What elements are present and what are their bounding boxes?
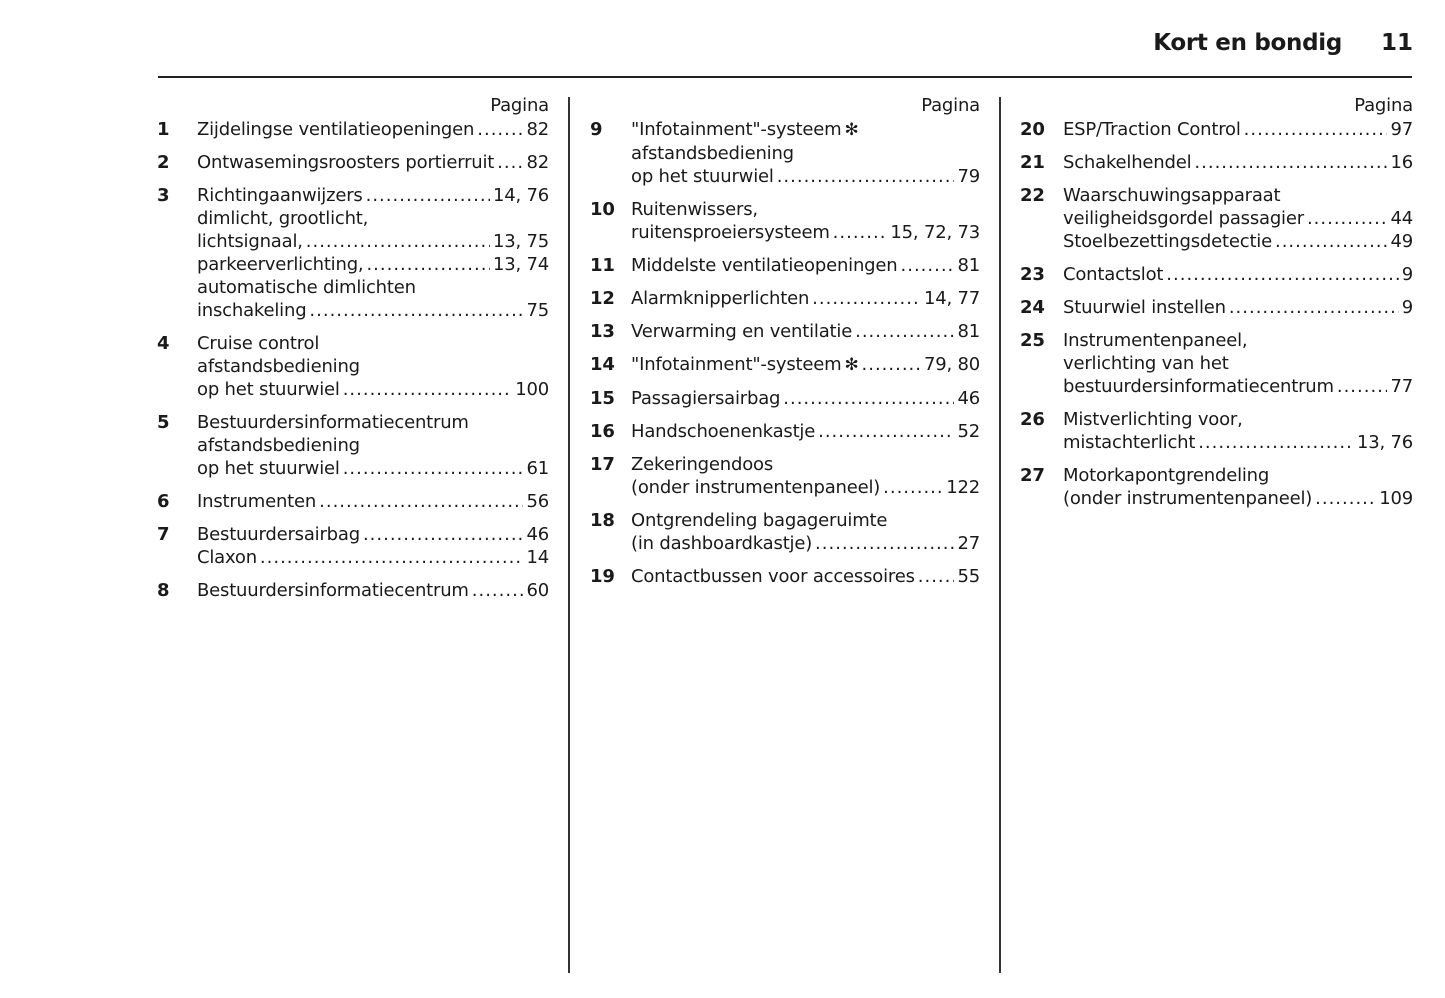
pagina-heading: Pagina bbox=[1354, 95, 1413, 116]
entry-text: Ruitenwissers, bbox=[631, 199, 758, 220]
entry-text: Schakelhendel bbox=[1063, 152, 1192, 173]
index-column-3 bbox=[1020, 94, 1413, 520]
page-reference: 97 bbox=[1390, 119, 1413, 140]
entry-text: mistachterlicht bbox=[1063, 432, 1196, 453]
page-reference: 46 bbox=[526, 524, 549, 545]
index-entry bbox=[1020, 296, 1413, 319]
entry-number: 7 bbox=[157, 524, 170, 545]
entry-text: (onder instrumentenpaneel) bbox=[631, 477, 881, 498]
entry-line bbox=[197, 457, 549, 480]
entry-text: Motorkapontgrendeling bbox=[1063, 465, 1270, 486]
dot-leader bbox=[472, 579, 524, 602]
entry-text: ruitensproeiersysteem bbox=[631, 222, 830, 243]
entry-line bbox=[631, 353, 980, 377]
dot-leader bbox=[1244, 118, 1388, 141]
entry-line bbox=[197, 151, 549, 174]
entry-line bbox=[631, 118, 980, 142]
index-entry bbox=[590, 198, 980, 244]
entry-line bbox=[1063, 487, 1413, 510]
entry-line bbox=[631, 198, 980, 221]
entry-text: Bestuurdersinformatiecentrum bbox=[197, 412, 469, 433]
entry-text: Zijdelingse ventilatieopeningen bbox=[197, 119, 475, 140]
dot-leader bbox=[343, 457, 524, 480]
index-entry bbox=[590, 565, 980, 588]
dot-leader bbox=[477, 118, 523, 141]
entry-line bbox=[1063, 151, 1413, 174]
page-reference: 13, 76 bbox=[1356, 432, 1413, 453]
dot-leader bbox=[818, 420, 954, 443]
entry-text: Stuurwiel instellen bbox=[1063, 297, 1226, 318]
index-entry bbox=[590, 287, 980, 310]
dot-leader bbox=[306, 230, 490, 253]
page-reference: 82 bbox=[526, 119, 549, 140]
entry-number: 18 bbox=[590, 510, 615, 531]
entry-text: verlichting van het bbox=[1063, 353, 1229, 374]
dot-leader bbox=[260, 546, 524, 569]
entry-text: Mistverlichting voor, bbox=[1063, 409, 1243, 430]
entry-line bbox=[197, 184, 549, 207]
entry-text: "Infotainment"-systeem bbox=[631, 119, 842, 140]
entry-text: afstandsbediening bbox=[631, 143, 794, 164]
page-reference: 14 bbox=[526, 547, 549, 568]
entry-text: Alarmknipperlichten bbox=[631, 288, 810, 309]
index-entry bbox=[590, 509, 980, 555]
dot-leader bbox=[783, 387, 954, 410]
page-reference: 55 bbox=[957, 566, 980, 587]
index-entry bbox=[1020, 464, 1413, 510]
page-reference: 52 bbox=[957, 421, 980, 442]
page-reference: 46 bbox=[957, 388, 980, 409]
entry-text: dimlicht, grootlicht, bbox=[197, 208, 369, 229]
entry-text: Ontgrendeling bagageruimte bbox=[631, 510, 888, 531]
dot-leader bbox=[812, 287, 921, 310]
entry-text: automatische dimlichten bbox=[197, 277, 416, 298]
entry-text: veiligheidsgordel passagier bbox=[1063, 208, 1304, 229]
dot-leader bbox=[319, 490, 523, 513]
page-reference: 100 bbox=[515, 379, 549, 400]
entry-number: 3 bbox=[157, 185, 170, 206]
page-reference: 9 bbox=[1401, 297, 1413, 318]
dot-leader bbox=[855, 320, 954, 343]
entry-text: Richtingaanwijzers bbox=[197, 185, 363, 206]
page-reference: 14, 77 bbox=[923, 288, 980, 309]
page-reference: 81 bbox=[957, 321, 980, 342]
entry-line bbox=[197, 378, 549, 401]
entry-line bbox=[631, 509, 980, 532]
entry-number: 6 bbox=[157, 491, 170, 512]
entry-line bbox=[631, 565, 980, 588]
entry-number: 12 bbox=[590, 288, 615, 309]
dot-leader bbox=[862, 353, 921, 376]
dot-leader bbox=[1198, 431, 1354, 454]
entry-line bbox=[1063, 329, 1413, 352]
entry-text: op het stuurwiel bbox=[197, 458, 340, 479]
entry-text: op het stuurwiel bbox=[631, 166, 774, 187]
entry-number: 19 bbox=[590, 566, 615, 587]
page-reference: 82 bbox=[526, 152, 549, 173]
entry-line bbox=[1063, 118, 1413, 141]
index-column-1 bbox=[157, 94, 549, 612]
entry-line bbox=[197, 523, 549, 546]
entry-text: Contactbussen voor accessoires bbox=[631, 566, 915, 587]
column-divider bbox=[568, 97, 570, 973]
dot-leader bbox=[777, 165, 955, 188]
column-divider bbox=[999, 97, 1001, 973]
index-entry bbox=[1020, 118, 1413, 141]
entry-number: 17 bbox=[590, 454, 615, 475]
entry-text: Bestuurdersinformatiecentrum bbox=[197, 580, 469, 601]
entry-line bbox=[1063, 296, 1413, 319]
entry-line bbox=[197, 230, 549, 253]
entry-number: 13 bbox=[590, 321, 615, 342]
entry-number: 2 bbox=[157, 152, 170, 173]
entry-number: 21 bbox=[1020, 152, 1045, 173]
entry-line bbox=[1063, 375, 1413, 398]
page-reference: 109 bbox=[1379, 488, 1413, 509]
dot-leader bbox=[1194, 151, 1387, 174]
entry-line bbox=[631, 420, 980, 443]
entry-text: "Infotainment"-systeem bbox=[631, 354, 842, 375]
dot-leader bbox=[363, 523, 524, 546]
page-reference: 14, 76 bbox=[492, 185, 549, 206]
dot-leader bbox=[1315, 487, 1376, 510]
entry-line bbox=[197, 546, 549, 569]
entry-line bbox=[197, 299, 549, 322]
entry-number: 25 bbox=[1020, 330, 1045, 351]
entry-text: (in dashboardkastje) bbox=[631, 533, 813, 554]
index-entry bbox=[590, 254, 980, 277]
entry-number: 27 bbox=[1020, 465, 1045, 486]
entry-text: parkeerverlichting, bbox=[197, 254, 364, 275]
page-reference: 60 bbox=[526, 580, 549, 601]
entry-line bbox=[631, 165, 980, 188]
entry-line bbox=[1063, 184, 1413, 207]
entry-line bbox=[197, 207, 549, 230]
index-entry bbox=[157, 490, 549, 513]
dot-leader bbox=[833, 221, 888, 244]
entry-line bbox=[1063, 464, 1413, 487]
index-entry bbox=[157, 579, 549, 602]
entry-number: 4 bbox=[157, 333, 170, 354]
index-entry bbox=[157, 411, 549, 480]
index-entry bbox=[1020, 329, 1413, 398]
index-column-2 bbox=[590, 94, 980, 598]
page-reference: 79, 80 bbox=[923, 354, 980, 375]
entry-line bbox=[1063, 408, 1413, 431]
dot-leader bbox=[1166, 263, 1398, 286]
entry-line bbox=[197, 579, 549, 602]
dot-leader bbox=[1229, 296, 1399, 319]
page-reference: 13, 74 bbox=[492, 254, 549, 275]
entry-text: ESP/Traction Control bbox=[1063, 119, 1241, 140]
page-number: 11 bbox=[1380, 30, 1413, 56]
page-reference: 9 bbox=[1401, 264, 1413, 285]
index-entry bbox=[590, 118, 980, 188]
index-entry bbox=[590, 420, 980, 443]
entry-line bbox=[631, 532, 980, 555]
entry-line bbox=[197, 253, 549, 276]
pagina-heading: Pagina bbox=[921, 95, 980, 116]
page-reference: 44 bbox=[1390, 208, 1413, 229]
entry-line bbox=[631, 453, 980, 476]
entry-text: op het stuurwiel bbox=[197, 379, 340, 400]
page-header-title: Kort en bondig bbox=[1153, 30, 1342, 56]
entry-text: lichtsignaal, bbox=[197, 231, 303, 252]
dot-leader bbox=[1275, 230, 1388, 253]
dot-leader bbox=[883, 476, 943, 499]
entry-line bbox=[631, 287, 980, 310]
dot-leader bbox=[1337, 375, 1388, 398]
entry-number: 15 bbox=[590, 388, 615, 409]
entry-text: Passagiersairbag bbox=[631, 388, 781, 409]
index-entry bbox=[590, 320, 980, 343]
index-entry bbox=[590, 453, 980, 499]
page-reference: 75 bbox=[526, 300, 549, 321]
entry-line bbox=[1063, 263, 1413, 286]
entry-line bbox=[631, 320, 980, 343]
page-reference: 79 bbox=[957, 166, 980, 187]
index-entry bbox=[590, 353, 980, 377]
page-reference: 81 bbox=[957, 255, 980, 276]
dot-leader bbox=[815, 532, 954, 555]
entry-text: Waarschuwingsapparaat bbox=[1063, 185, 1281, 206]
snowflake-icon: ✻ bbox=[844, 355, 859, 375]
entry-text: Stoelbezettingsdetectie bbox=[1063, 231, 1272, 252]
entry-text: afstandsbediening bbox=[197, 435, 360, 456]
entry-line bbox=[631, 221, 980, 244]
entry-text: Instrumenten bbox=[197, 491, 317, 512]
entry-line bbox=[1063, 230, 1413, 253]
entry-text: Cruise control bbox=[197, 333, 320, 354]
entry-text: Ontwasemingsroosters portierruit bbox=[197, 152, 495, 173]
page-reference: 27 bbox=[957, 533, 980, 554]
page-reference: 77 bbox=[1390, 376, 1413, 397]
entry-line bbox=[1063, 207, 1413, 230]
entry-line bbox=[631, 387, 980, 410]
entry-line bbox=[197, 411, 549, 434]
entry-number: 5 bbox=[157, 412, 170, 433]
entry-line bbox=[631, 254, 980, 277]
entry-line bbox=[631, 476, 980, 499]
page-reference: 15, 72, 73 bbox=[890, 222, 980, 243]
entry-text: afstandsbediening bbox=[197, 356, 360, 377]
dot-leader bbox=[366, 253, 490, 276]
page-reference: 13, 75 bbox=[492, 231, 549, 252]
index-entry bbox=[1020, 408, 1413, 454]
index-entry bbox=[157, 118, 549, 141]
entry-number: 11 bbox=[590, 255, 615, 276]
entry-line bbox=[1063, 431, 1413, 454]
dot-leader bbox=[918, 565, 955, 588]
index-entry bbox=[1020, 184, 1413, 253]
entry-text: Handschoenenkastje bbox=[631, 421, 816, 442]
entry-line bbox=[197, 434, 549, 457]
dot-leader bbox=[1307, 207, 1388, 230]
entry-number: 23 bbox=[1020, 264, 1045, 285]
index-entry bbox=[590, 387, 980, 410]
entry-line bbox=[197, 276, 549, 299]
entry-text: bestuurdersinformatiecentrum bbox=[1063, 376, 1334, 397]
entry-number: 14 bbox=[590, 354, 615, 375]
entry-text: inschakeling bbox=[197, 300, 307, 321]
index-entry bbox=[1020, 151, 1413, 174]
entry-number: 26 bbox=[1020, 409, 1045, 430]
dot-leader bbox=[343, 378, 513, 401]
index-entry bbox=[157, 151, 549, 174]
dot-leader bbox=[366, 184, 490, 207]
entry-line bbox=[631, 142, 980, 165]
entry-number: 1 bbox=[157, 119, 170, 140]
snowflake-icon: ✻ bbox=[844, 120, 859, 140]
page-reference: 122 bbox=[946, 477, 980, 498]
entry-text: Contactslot bbox=[1063, 264, 1164, 285]
index-entry bbox=[157, 184, 549, 322]
entry-text: (onder instrumentenpaneel) bbox=[1063, 488, 1313, 509]
entry-text: Claxon bbox=[197, 547, 257, 568]
entry-line bbox=[197, 355, 549, 378]
entry-number: 24 bbox=[1020, 297, 1045, 318]
entry-text: Verwarming en ventilatie bbox=[631, 321, 853, 342]
entry-text: Zekeringendoos bbox=[631, 454, 774, 475]
entry-number: 8 bbox=[157, 580, 170, 601]
index-entry bbox=[1020, 263, 1413, 286]
pagina-heading: Pagina bbox=[490, 95, 549, 116]
entry-number: 16 bbox=[590, 421, 615, 442]
entry-text: Bestuurdersairbag bbox=[197, 524, 360, 545]
header-rule bbox=[158, 76, 1412, 78]
entry-line bbox=[1063, 352, 1413, 375]
entry-text: Middelste ventilatieopeningen bbox=[631, 255, 898, 276]
entry-number: 9 bbox=[590, 119, 603, 140]
entry-number: 22 bbox=[1020, 185, 1045, 206]
entry-number: 20 bbox=[1020, 119, 1045, 140]
entry-line bbox=[197, 332, 549, 355]
page-reference: 61 bbox=[526, 458, 549, 479]
index-entry bbox=[157, 523, 549, 569]
dot-leader bbox=[309, 299, 523, 322]
page-reference: 16 bbox=[1390, 152, 1413, 173]
entry-text: Instrumentenpaneel, bbox=[1063, 330, 1248, 351]
entry-line bbox=[197, 490, 549, 513]
entry-line bbox=[197, 118, 549, 141]
entry-number: 10 bbox=[590, 199, 615, 220]
dot-leader bbox=[497, 151, 523, 174]
page-reference: 56 bbox=[526, 491, 549, 512]
page-reference: 49 bbox=[1390, 231, 1413, 252]
dot-leader bbox=[901, 254, 955, 277]
index-entry bbox=[157, 332, 549, 401]
